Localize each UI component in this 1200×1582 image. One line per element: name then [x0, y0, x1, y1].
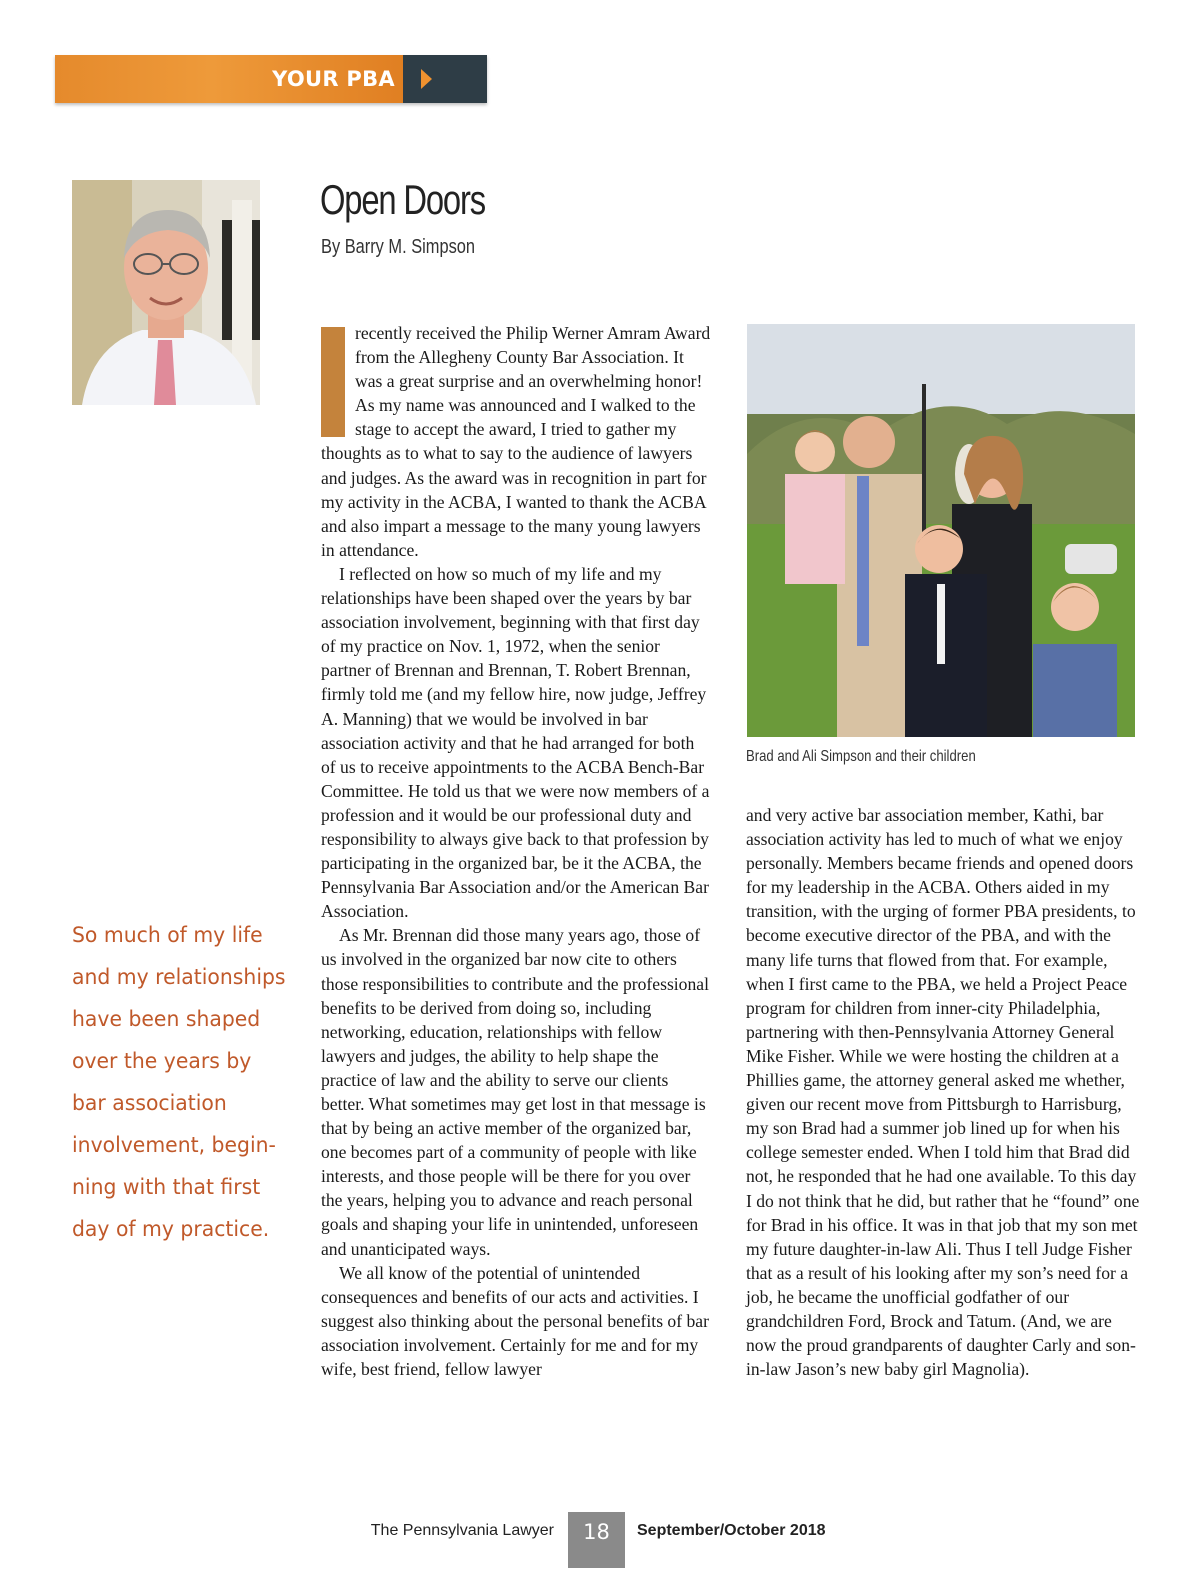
- pull-quote-line: have been shaped: [72, 1007, 261, 1031]
- pull-quote-line: and my relationships: [72, 965, 286, 989]
- article-byline: By Barry M. Simpson: [321, 236, 476, 258]
- article-paragraph: and very active bar association member, Kathi, bar association activity has led to much of what we enjoy personally. Members became friends and opened doors for my leadership in the ACBA. Others aided in my transition, with the urging of former PBA presidents, to become executive director of the PBA, and with the many life turns that flowed from that. For example, when I first came to the PBA, we held a Project Peace program for children from inner-city Philadelphia, partnering with then-Pennsylvania Attorney General Mike Fisher. While we were hosting the children at a Phillies game, the attorney general asked me whether, given our recent move from Pittsburgh to Harrisburg, my son Brad had a summer job lined up for when his college semester ended. When I told him that Brad did not, he responded that he had one available. To this day I do not think that he did, but rather that he “found” one for Brad in his office. It was in that job that my son met my future daughter-in-law Ali. Thus I tell Judge Fisher that as a result of his looking after my son’s need for a job, he became the unofficial godfather of our grandchildren Ford, Brock and Tatum. (And, we are now the proud grandparents of daughter Carly and son-in-law Jason’s new baby girl Magnolia).: [746, 805, 1140, 1380]
- author-headshot: [72, 180, 260, 405]
- publication-name: The Pennsylvania Lawyer: [370, 1522, 554, 1539]
- article-title: Open Doors: [320, 176, 485, 223]
- article-paragraph: recently received the Philip Werner Amram Award from the Allegheny County Bar Association. It was a great surprise and an overwhelming honor! As my name was announced and I walked to the stage to accept the award, I tried to gather my thoughts as to what to say to the audience of lawyers and judges. As the award was in recognition in part for my activity in the ACBA, I wanted to thank the ACBA and also impart a message to the many young lawyers in attendance.: [321, 323, 711, 560]
- photo-caption: Brad and Ali Simpson and their children: [746, 748, 976, 765]
- article-paragraph: As Mr. Brennan did those many years ago, those of us involved in the organized bar now cite to others those responsibilities to contribute and the professional benefits to be derived from doing so, including networking, education, relationships with fellow lawyers and judges, the ability to help shape the practice of law and the ability to serve our clients better. What sometimes may get lost in that message is that by being an active member of the organized bar, one becomes part of a community of people with like interests, and those people will be there for you over the years, helping you to advance and reach personal goals and shaping your life in unintended, unforeseen and unanticipated ways.: [321, 925, 709, 1259]
- section-tab-label-area: [55, 55, 403, 103]
- right-triangle-icon: [421, 69, 432, 89]
- page-number: 18: [568, 1512, 625, 1568]
- article-paragraph: I reflected on how so much of my life and my relationships have been shaped over the years by bar association involvement, beginning with that first day of my practice on Nov. 1, 1972, when the senior partner of Brennan and Brennan, T. Robert Brennan, firmly told me (and my fellow hire, now judge, Jeffrey A. Manning) that we would be involved in bar association activity and that he had arranged for both of us to receive appointments to the ACBA Bench-Bar Committee. He told us that we were now members of a profession and it would be our professional duty and responsibility to always give back to that profession by participating in the organized bar, be it the ACBA, the Pennsylvania Bar Association and/or the American Bar Association.: [321, 563, 710, 922]
- article-paragraph: We all know of the potential of unintended consequences and benefits of our acts and activities. I suggest also thinking about the personal benefits of bar association involvement. Certainly for me and for my wife, best friend, fellow lawyer: [321, 1262, 709, 1380]
- section-tab: [55, 55, 487, 103]
- drop-cap: [321, 327, 345, 437]
- pull-quote-line: ning with that first: [72, 1175, 261, 1199]
- pull-quote-line: bar association: [72, 1091, 227, 1115]
- pull-quote-line: So much of my life: [72, 923, 263, 947]
- pull-quote-line: over the years by: [72, 1049, 252, 1073]
- section-tab-label: YOUR PBA: [272, 67, 395, 91]
- article-column-1: [321, 321, 713, 1381]
- page-footer: [0, 1512, 1200, 1568]
- article-column-2: [746, 803, 1140, 1381]
- family-photo: [747, 324, 1135, 737]
- pull-quote-line: involvement, begin-: [72, 1133, 276, 1157]
- issue-date: September/October 2018: [637, 1522, 826, 1539]
- pull-quote-line: day of my practice.: [72, 1217, 270, 1241]
- pull-quote: [72, 914, 295, 1250]
- section-tab-arrow-area: [403, 55, 487, 103]
